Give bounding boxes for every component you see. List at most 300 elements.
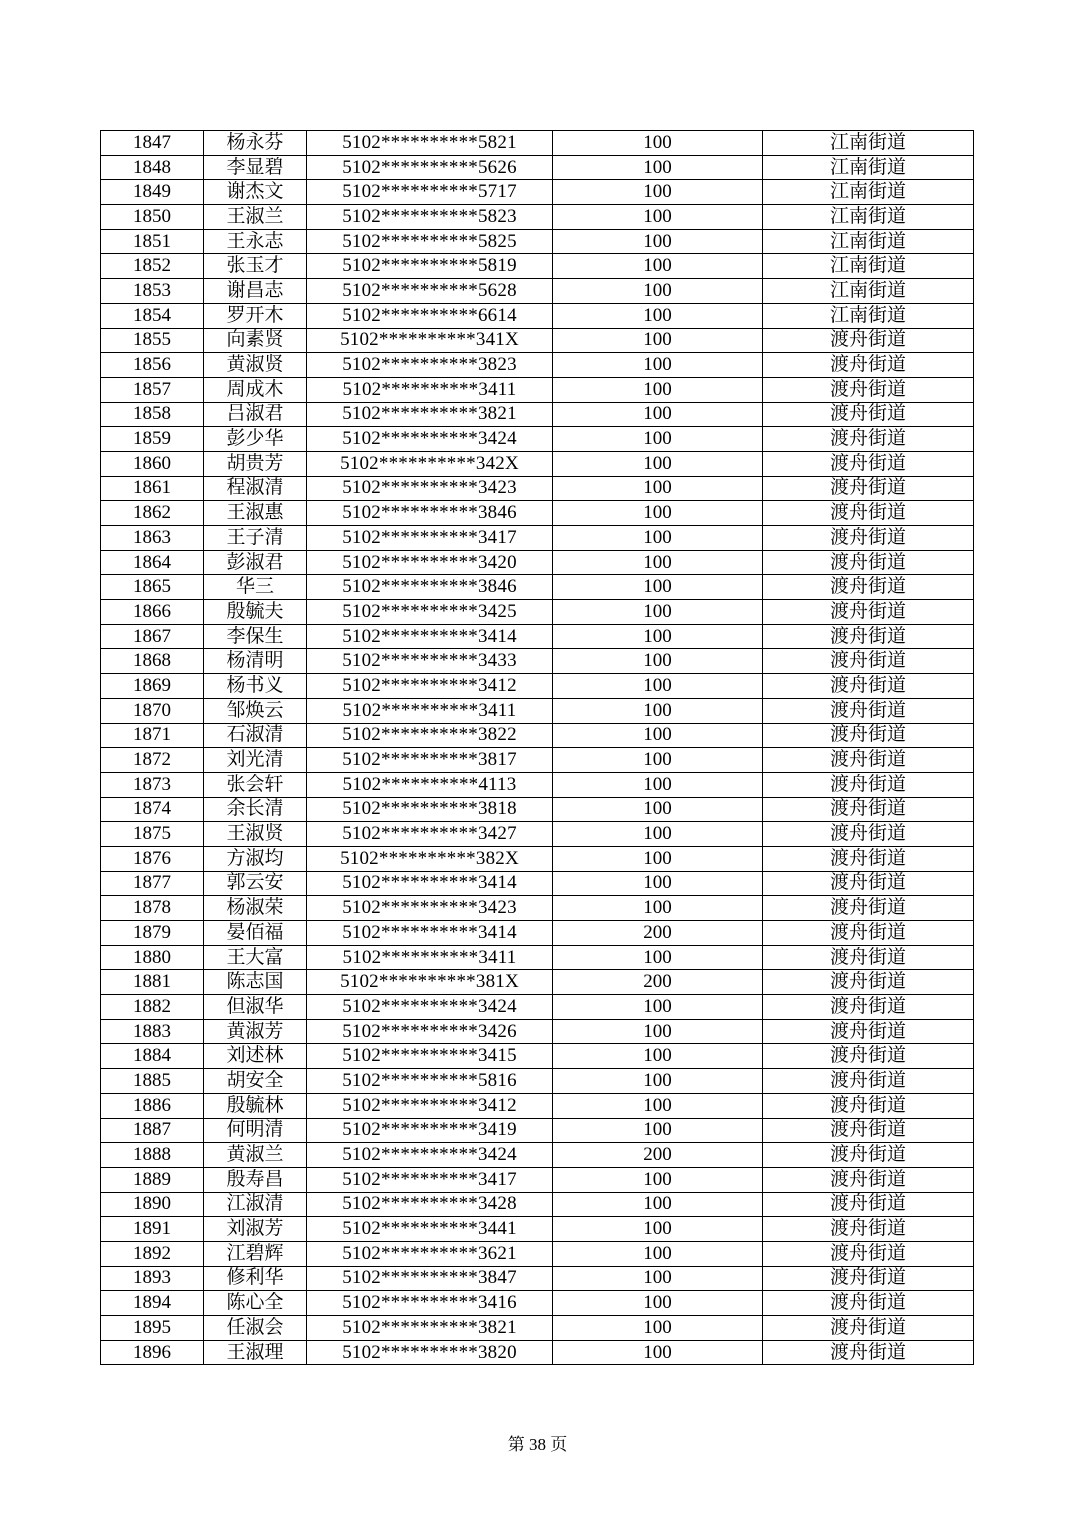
serial-number-cell: 1881	[101, 970, 204, 995]
street-cell: 渡舟街道	[763, 921, 974, 946]
street-cell: 江南街道	[763, 131, 974, 156]
serial-number-cell: 1861	[101, 476, 204, 501]
serial-number-cell: 1887	[101, 1118, 204, 1143]
serial-number-cell: 1860	[101, 451, 204, 476]
street-cell: 渡舟街道	[763, 526, 974, 551]
serial-number-cell: 1855	[101, 328, 204, 353]
amount-cell: 100	[553, 1167, 763, 1192]
id-number-cell: 5102**********5816	[307, 1069, 553, 1094]
street-cell: 江南街道	[763, 279, 974, 304]
serial-number-cell: 1872	[101, 748, 204, 773]
table-row	[101, 1167, 974, 1192]
serial-number-cell: 1883	[101, 1019, 204, 1044]
table-row	[101, 328, 974, 353]
table-row	[101, 970, 974, 995]
amount-cell: 100	[553, 1217, 763, 1242]
roster-table	[100, 130, 974, 1365]
id-number-cell: 5102**********382X	[307, 846, 553, 871]
table-row	[101, 674, 974, 699]
street-cell: 渡舟街道	[763, 896, 974, 921]
id-number-cell: 5102**********3847	[307, 1266, 553, 1291]
amount-cell: 100	[553, 698, 763, 723]
street-cell: 渡舟街道	[763, 377, 974, 402]
serial-number-cell: 1889	[101, 1167, 204, 1192]
id-number-cell: 5102**********3423	[307, 476, 553, 501]
amount-cell: 100	[553, 1093, 763, 1118]
id-number-cell: 5102**********3426	[307, 1019, 553, 1044]
street-cell: 渡舟街道	[763, 748, 974, 773]
name-cell: 杨清明	[204, 649, 307, 674]
name-cell: 王淑兰	[204, 205, 307, 230]
amount-cell: 100	[553, 377, 763, 402]
amount-cell: 100	[553, 501, 763, 526]
table-row	[101, 501, 974, 526]
serial-number-cell: 1858	[101, 402, 204, 427]
table-row	[101, 1019, 974, 1044]
name-cell: 刘淑芳	[204, 1217, 307, 1242]
street-cell: 渡舟街道	[763, 451, 974, 476]
name-cell: 殷毓夫	[204, 600, 307, 625]
id-number-cell: 5102**********6614	[307, 303, 553, 328]
serial-number-cell: 1888	[101, 1143, 204, 1168]
serial-number-cell: 1862	[101, 501, 204, 526]
name-cell: 李保生	[204, 624, 307, 649]
id-number-cell: 5102**********341X	[307, 328, 553, 353]
serial-number-cell: 1865	[101, 575, 204, 600]
amount-cell: 100	[553, 402, 763, 427]
name-cell: 黄淑兰	[204, 1143, 307, 1168]
name-cell: 王子清	[204, 526, 307, 551]
id-number-cell: 5102**********3411	[307, 698, 553, 723]
id-number-cell: 5102**********3417	[307, 526, 553, 551]
name-cell: 李显碧	[204, 155, 307, 180]
serial-number-cell: 1847	[101, 131, 204, 156]
id-number-cell: 5102**********3412	[307, 1093, 553, 1118]
name-cell: 张玉才	[204, 254, 307, 279]
street-cell: 渡舟街道	[763, 649, 974, 674]
serial-number-cell: 1880	[101, 945, 204, 970]
amount-cell: 100	[553, 748, 763, 773]
name-cell: 胡贵芳	[204, 451, 307, 476]
id-number-cell: 5102**********3433	[307, 649, 553, 674]
page-number: 第 38 页	[507, 1435, 568, 1454]
amount-cell: 100	[553, 328, 763, 353]
street-cell: 渡舟街道	[763, 402, 974, 427]
table-row	[101, 1340, 974, 1365]
amount-cell: 100	[553, 155, 763, 180]
table-row	[101, 1217, 974, 1242]
id-number-cell: 5102**********5823	[307, 205, 553, 230]
street-cell: 渡舟街道	[763, 822, 974, 847]
street-cell: 渡舟街道	[763, 353, 974, 378]
street-cell: 渡舟街道	[763, 600, 974, 625]
street-cell: 渡舟街道	[763, 945, 974, 970]
street-cell: 渡舟街道	[763, 550, 974, 575]
id-number-cell: 5102**********3424	[307, 427, 553, 452]
table-row	[101, 377, 974, 402]
name-cell: 周成木	[204, 377, 307, 402]
name-cell: 何明清	[204, 1118, 307, 1143]
id-number-cell: 5102**********381X	[307, 970, 553, 995]
amount-cell: 100	[553, 427, 763, 452]
serial-number-cell: 1854	[101, 303, 204, 328]
amount-cell: 100	[553, 180, 763, 205]
name-cell: 江淑清	[204, 1192, 307, 1217]
amount-cell: 100	[553, 131, 763, 156]
street-cell: 江南街道	[763, 303, 974, 328]
serial-number-cell: 1879	[101, 921, 204, 946]
table-row	[101, 822, 974, 847]
street-cell: 渡舟街道	[763, 328, 974, 353]
name-cell: 程淑清	[204, 476, 307, 501]
serial-number-cell: 1868	[101, 649, 204, 674]
name-cell: 杨书义	[204, 674, 307, 699]
name-cell: 黄淑芳	[204, 1019, 307, 1044]
table-row	[101, 205, 974, 230]
table-row	[101, 427, 974, 452]
serial-number-cell: 1856	[101, 353, 204, 378]
id-number-cell: 5102**********3428	[307, 1192, 553, 1217]
id-number-cell: 5102**********3423	[307, 896, 553, 921]
amount-cell: 100	[553, 1340, 763, 1365]
name-cell: 刘光清	[204, 748, 307, 773]
amount-cell: 100	[553, 600, 763, 625]
amount-cell: 100	[553, 1019, 763, 1044]
serial-number-cell: 1857	[101, 377, 204, 402]
table-row	[101, 1143, 974, 1168]
name-cell: 彭淑君	[204, 550, 307, 575]
serial-number-cell: 1873	[101, 772, 204, 797]
amount-cell: 100	[553, 303, 763, 328]
id-number-cell: 5102**********3419	[307, 1118, 553, 1143]
street-cell: 渡舟街道	[763, 1217, 974, 1242]
amount-cell: 100	[553, 451, 763, 476]
street-cell: 渡舟街道	[763, 1143, 974, 1168]
table-row	[101, 303, 974, 328]
name-cell: 但淑华	[204, 995, 307, 1020]
table-row	[101, 921, 974, 946]
table-row	[101, 180, 974, 205]
name-cell: 杨永芬	[204, 131, 307, 156]
id-number-cell: 5102**********5819	[307, 254, 553, 279]
id-number-cell: 5102**********3414	[307, 624, 553, 649]
id-number-cell: 5102**********3412	[307, 674, 553, 699]
amount-cell: 100	[553, 649, 763, 674]
table-row	[101, 1266, 974, 1291]
serial-number-cell: 1882	[101, 995, 204, 1020]
street-cell: 渡舟街道	[763, 1093, 974, 1118]
street-cell: 渡舟街道	[763, 674, 974, 699]
id-number-cell: 5102**********5626	[307, 155, 553, 180]
serial-number-cell: 1876	[101, 846, 204, 871]
id-number-cell: 5102**********3818	[307, 797, 553, 822]
street-cell: 渡舟街道	[763, 501, 974, 526]
amount-cell: 100	[553, 846, 763, 871]
serial-number-cell: 1878	[101, 896, 204, 921]
table-row	[101, 353, 974, 378]
name-cell: 邹焕云	[204, 698, 307, 723]
name-cell: 余长清	[204, 797, 307, 822]
name-cell: 黄淑贤	[204, 353, 307, 378]
table-row	[101, 772, 974, 797]
amount-cell: 100	[553, 1316, 763, 1341]
table-row	[101, 624, 974, 649]
id-number-cell: 5102**********3846	[307, 501, 553, 526]
serial-number-cell: 1866	[101, 600, 204, 625]
name-cell: 王大富	[204, 945, 307, 970]
serial-number-cell: 1850	[101, 205, 204, 230]
street-cell: 渡舟街道	[763, 1316, 974, 1341]
table-row	[101, 550, 974, 575]
table-row	[101, 229, 974, 254]
table-row	[101, 155, 974, 180]
street-cell: 渡舟街道	[763, 1241, 974, 1266]
table-row	[101, 748, 974, 773]
id-number-cell: 5102**********3846	[307, 575, 553, 600]
serial-number-cell: 1867	[101, 624, 204, 649]
id-number-cell: 5102**********3420	[307, 550, 553, 575]
amount-cell: 100	[553, 229, 763, 254]
street-cell: 江南街道	[763, 254, 974, 279]
name-cell: 王永志	[204, 229, 307, 254]
street-cell: 渡舟街道	[763, 995, 974, 1020]
serial-number-cell: 1890	[101, 1192, 204, 1217]
amount-cell: 100	[553, 896, 763, 921]
amount-cell: 100	[553, 674, 763, 699]
table-row	[101, 1069, 974, 1094]
name-cell: 吕淑君	[204, 402, 307, 427]
id-number-cell: 5102**********5825	[307, 229, 553, 254]
name-cell: 谢昌志	[204, 279, 307, 304]
name-cell: 任淑会	[204, 1316, 307, 1341]
name-cell: 修利华	[204, 1266, 307, 1291]
name-cell: 罗开木	[204, 303, 307, 328]
id-number-cell: 5102**********5821	[307, 131, 553, 156]
table-row	[101, 945, 974, 970]
name-cell: 刘述林	[204, 1044, 307, 1069]
serial-number-cell: 1848	[101, 155, 204, 180]
serial-number-cell: 1852	[101, 254, 204, 279]
name-cell: 陈志国	[204, 970, 307, 995]
amount-cell: 100	[553, 353, 763, 378]
street-cell: 渡舟街道	[763, 575, 974, 600]
id-number-cell: 5102**********3411	[307, 377, 553, 402]
amount-cell: 100	[553, 476, 763, 501]
serial-number-cell: 1892	[101, 1241, 204, 1266]
amount-cell: 100	[553, 945, 763, 970]
table-row	[101, 451, 974, 476]
id-number-cell: 5102**********3823	[307, 353, 553, 378]
street-cell: 渡舟街道	[763, 1340, 974, 1365]
street-cell: 渡舟街道	[763, 797, 974, 822]
id-number-cell: 5102**********3414	[307, 871, 553, 896]
street-cell: 渡舟街道	[763, 624, 974, 649]
id-number-cell: 5102**********3416	[307, 1291, 553, 1316]
name-cell: 彭少华	[204, 427, 307, 452]
name-cell: 陈心全	[204, 1291, 307, 1316]
table-row	[101, 1192, 974, 1217]
id-number-cell: 5102**********3424	[307, 1143, 553, 1168]
street-cell: 江南街道	[763, 229, 974, 254]
table-row	[101, 1093, 974, 1118]
name-cell: 江碧辉	[204, 1241, 307, 1266]
amount-cell: 100	[553, 772, 763, 797]
street-cell: 渡舟街道	[763, 1192, 974, 1217]
street-cell: 渡舟街道	[763, 723, 974, 748]
table-row	[101, 1118, 974, 1143]
street-cell: 渡舟街道	[763, 1291, 974, 1316]
amount-cell: 100	[553, 575, 763, 600]
name-cell: 殷毓林	[204, 1093, 307, 1118]
serial-number-cell: 1869	[101, 674, 204, 699]
amount-cell: 100	[553, 1069, 763, 1094]
amount-cell: 100	[553, 550, 763, 575]
serial-number-cell: 1863	[101, 526, 204, 551]
street-cell: 渡舟街道	[763, 970, 974, 995]
serial-number-cell: 1874	[101, 797, 204, 822]
table-row	[101, 254, 974, 279]
name-cell: 杨淑荣	[204, 896, 307, 921]
id-number-cell: 5102**********3424	[307, 995, 553, 1020]
serial-number-cell: 1896	[101, 1340, 204, 1365]
serial-number-cell: 1870	[101, 698, 204, 723]
amount-cell: 100	[553, 822, 763, 847]
amount-cell: 100	[553, 254, 763, 279]
amount-cell: 200	[553, 1143, 763, 1168]
street-cell: 江南街道	[763, 155, 974, 180]
table-row	[101, 402, 974, 427]
table-row	[101, 896, 974, 921]
table-row	[101, 649, 974, 674]
street-cell: 渡舟街道	[763, 871, 974, 896]
amount-cell: 200	[553, 970, 763, 995]
id-number-cell: 5102**********3411	[307, 945, 553, 970]
serial-number-cell: 1891	[101, 1217, 204, 1242]
amount-cell: 100	[553, 205, 763, 230]
serial-number-cell: 1853	[101, 279, 204, 304]
street-cell: 渡舟街道	[763, 1266, 974, 1291]
amount-cell: 100	[553, 871, 763, 896]
table-row	[101, 1044, 974, 1069]
serial-number-cell: 1875	[101, 822, 204, 847]
serial-number-cell: 1864	[101, 550, 204, 575]
amount-cell: 100	[553, 279, 763, 304]
id-number-cell: 5102**********5717	[307, 180, 553, 205]
amount-cell: 100	[553, 1241, 763, 1266]
street-cell: 渡舟街道	[763, 1118, 974, 1143]
id-number-cell: 5102**********3441	[307, 1217, 553, 1242]
serial-number-cell: 1894	[101, 1291, 204, 1316]
serial-number-cell: 1849	[101, 180, 204, 205]
name-cell: 华三	[204, 575, 307, 600]
name-cell: 方淑均	[204, 846, 307, 871]
street-cell: 渡舟街道	[763, 1044, 974, 1069]
street-cell: 渡舟街道	[763, 1019, 974, 1044]
amount-cell: 100	[553, 1291, 763, 1316]
serial-number-cell: 1851	[101, 229, 204, 254]
amount-cell: 100	[553, 526, 763, 551]
table-row	[101, 846, 974, 871]
street-cell: 渡舟街道	[763, 427, 974, 452]
table-row	[101, 871, 974, 896]
table-row	[101, 797, 974, 822]
street-cell: 江南街道	[763, 205, 974, 230]
street-cell: 渡舟街道	[763, 476, 974, 501]
street-cell: 渡舟街道	[763, 846, 974, 871]
name-cell: 晏佰福	[204, 921, 307, 946]
table-row	[101, 526, 974, 551]
amount-cell: 100	[553, 624, 763, 649]
name-cell: 殷寿昌	[204, 1167, 307, 1192]
id-number-cell: 5102**********4113	[307, 772, 553, 797]
id-number-cell: 5102**********3414	[307, 921, 553, 946]
table-row	[101, 476, 974, 501]
table-row	[101, 1316, 974, 1341]
serial-number-cell: 1884	[101, 1044, 204, 1069]
id-number-cell: 5102**********3427	[307, 822, 553, 847]
serial-number-cell: 1885	[101, 1069, 204, 1094]
serial-number-cell: 1877	[101, 871, 204, 896]
name-cell: 向素贤	[204, 328, 307, 353]
street-cell: 渡舟街道	[763, 698, 974, 723]
table-row	[101, 723, 974, 748]
serial-number-cell: 1859	[101, 427, 204, 452]
id-number-cell: 5102**********3621	[307, 1241, 553, 1266]
table-row	[101, 995, 974, 1020]
table-row	[101, 279, 974, 304]
name-cell: 张会轩	[204, 772, 307, 797]
id-number-cell: 5102**********3821	[307, 1316, 553, 1341]
amount-cell: 100	[553, 1044, 763, 1069]
table-row	[101, 575, 974, 600]
amount-cell: 100	[553, 1266, 763, 1291]
table-row	[101, 1241, 974, 1266]
street-cell: 江南街道	[763, 180, 974, 205]
serial-number-cell: 1886	[101, 1093, 204, 1118]
table-row	[101, 1291, 974, 1316]
name-cell: 郭云安	[204, 871, 307, 896]
id-number-cell: 5102**********3425	[307, 600, 553, 625]
roster-table-body	[101, 131, 974, 1365]
id-number-cell: 5102**********3817	[307, 748, 553, 773]
street-cell: 渡舟街道	[763, 772, 974, 797]
serial-number-cell: 1871	[101, 723, 204, 748]
id-number-cell: 5102**********3415	[307, 1044, 553, 1069]
table-row	[101, 698, 974, 723]
id-number-cell: 5102**********3820	[307, 1340, 553, 1365]
id-number-cell: 5102**********342X	[307, 451, 553, 476]
id-number-cell: 5102**********5628	[307, 279, 553, 304]
name-cell: 王淑惠	[204, 501, 307, 526]
amount-cell: 200	[553, 921, 763, 946]
name-cell: 胡安全	[204, 1069, 307, 1094]
table-row	[101, 131, 974, 156]
street-cell: 渡舟街道	[763, 1069, 974, 1094]
table-row	[101, 600, 974, 625]
name-cell: 石淑清	[204, 723, 307, 748]
amount-cell: 100	[553, 723, 763, 748]
amount-cell: 100	[553, 1192, 763, 1217]
serial-number-cell: 1895	[101, 1316, 204, 1341]
serial-number-cell: 1893	[101, 1266, 204, 1291]
name-cell: 王淑贤	[204, 822, 307, 847]
name-cell: 王淑理	[204, 1340, 307, 1365]
id-number-cell: 5102**********3417	[307, 1167, 553, 1192]
amount-cell: 100	[553, 797, 763, 822]
amount-cell: 100	[553, 1118, 763, 1143]
street-cell: 渡舟街道	[763, 1167, 974, 1192]
id-number-cell: 5102**********3822	[307, 723, 553, 748]
